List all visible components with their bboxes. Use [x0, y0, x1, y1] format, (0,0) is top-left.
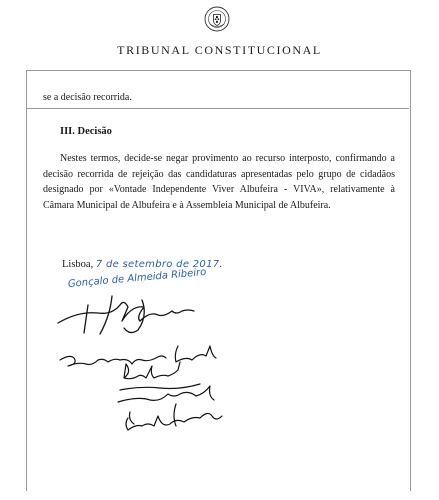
section-heading: III. Decisão: [60, 126, 112, 137]
decision-paragraph: [43, 151, 395, 213]
decision-text: Nestes termos, decide-se negar provimento ao recurso interposto, confirmando a decisão recorrida de rejeição das candidaturas apresentadas pelo grupo de cidadãos designado por «Vontade Independente Viver Albufeira - VIVA», relativamente à Câmara Municipal de Albufeira e à Assembleia Municipal de Albufeira.: [43, 153, 395, 211]
handwritten-name: Gonçalo de Almeida Ribeiro: [67, 266, 207, 290]
handwritten-date: 7 de setembro de 2017.: [95, 259, 223, 270]
section-divider: [26, 108, 409, 109]
court-title: TRIBUNAL CONSTITUCIONAL: [117, 43, 322, 57]
place-label: Lisboa,: [62, 259, 94, 270]
coat-of-arms-icon: [204, 6, 230, 32]
continuation-text: se a decisão recorrida.: [43, 92, 132, 103]
